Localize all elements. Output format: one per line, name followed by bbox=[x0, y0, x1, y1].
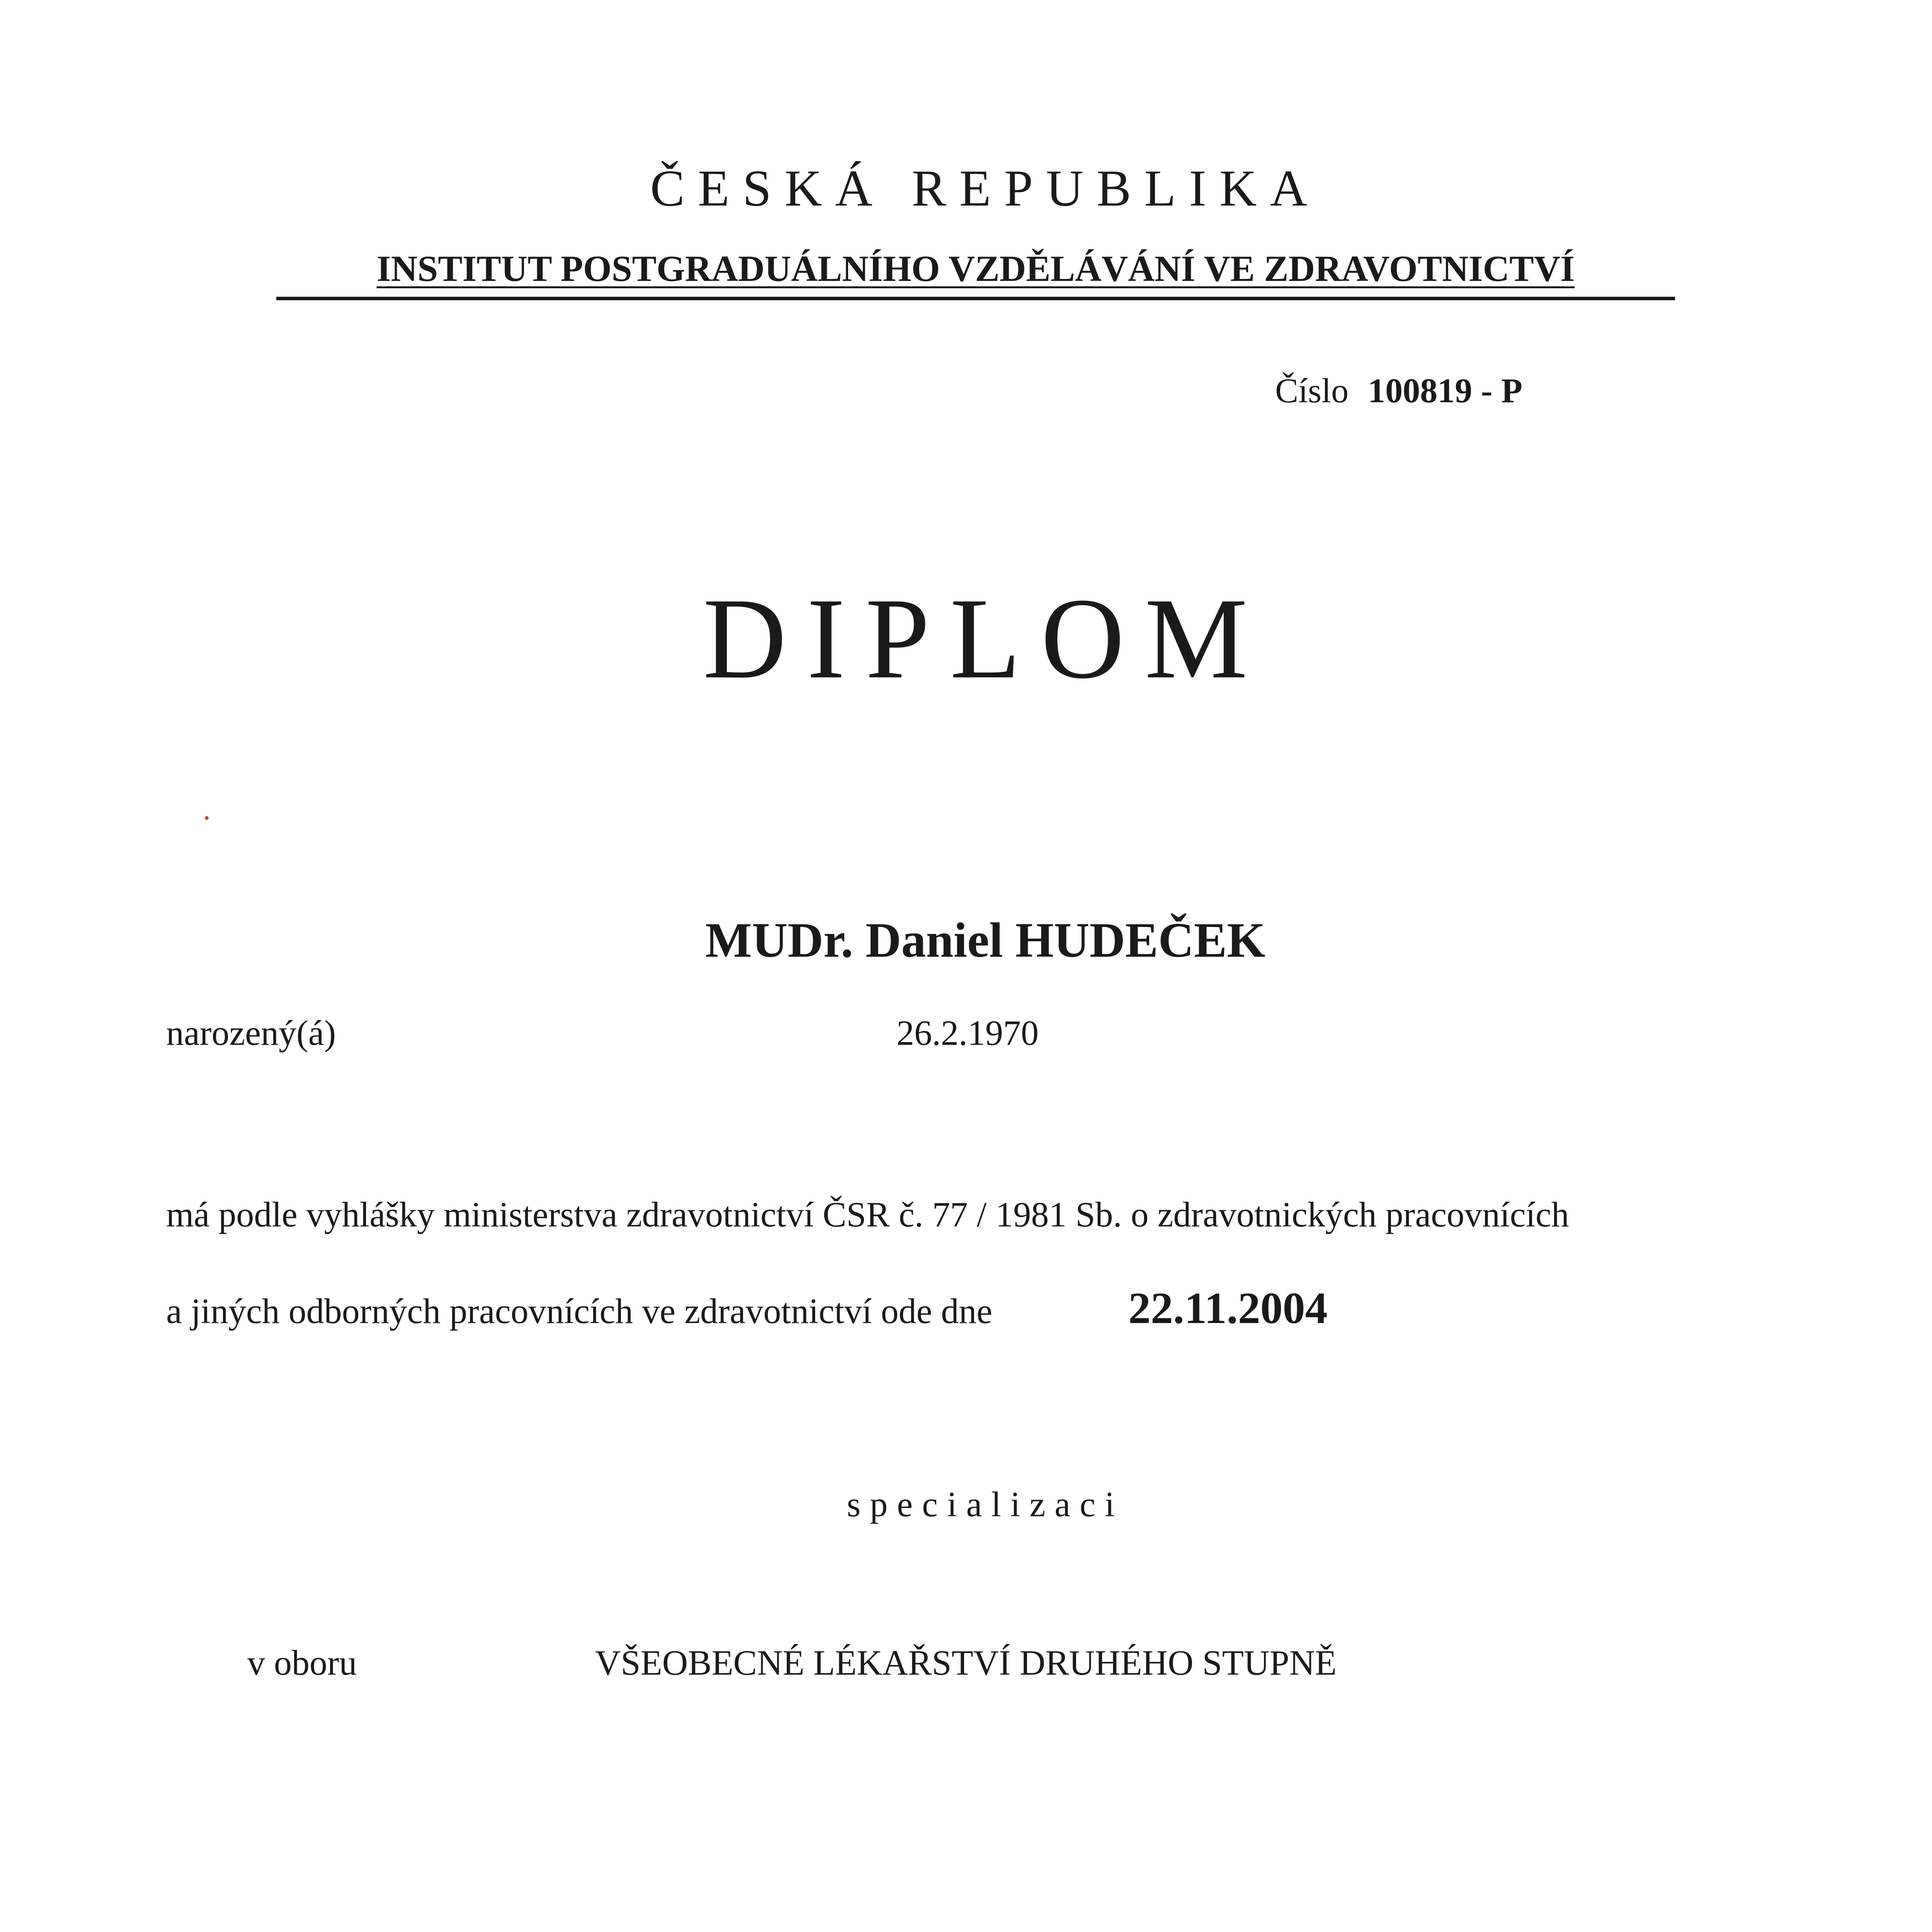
holder-name: MUDr. Daniel HUDEČEK bbox=[705, 913, 1265, 968]
number-value: 100819 - P bbox=[1368, 372, 1523, 410]
specialization-label: specializaci bbox=[847, 1485, 1124, 1524]
document-number bbox=[1275, 371, 1522, 411]
country-heading: ČESKÁ REPUBLIKA bbox=[650, 160, 1321, 217]
institute-heading-rule bbox=[276, 247, 1675, 300]
document-title: DIPLOM bbox=[702, 574, 1268, 702]
field-name: VŠEOBECNÉ LÉKAŘSTVÍ DRUHÉHO STUPNĚ bbox=[595, 1643, 1337, 1682]
award-date: 22.11.2004 bbox=[1128, 1284, 1328, 1333]
decree-line-1: má podle vyhlášky ministerstva zdravotnictví ČSR č. 77 / 1981 Sb. o zdravotnických pracovnících bbox=[166, 1195, 1569, 1234]
stray-mark bbox=[204, 815, 209, 821]
number-label: Číslo bbox=[1275, 372, 1349, 410]
born-label: narozený(á) bbox=[166, 1013, 336, 1053]
born-date: 26.2.1970 bbox=[896, 1013, 1039, 1053]
institute-heading: INSTITUT POSTGRADUÁLNÍHO VZDĚLÁVÁNÍ VE ZDRAVOTNICTVÍ bbox=[376, 248, 1575, 289]
field-label: v oboru bbox=[247, 1643, 357, 1682]
decree-line-2: a jiných odborných pracovnících ve zdravotnictví ode dne bbox=[166, 1291, 993, 1331]
